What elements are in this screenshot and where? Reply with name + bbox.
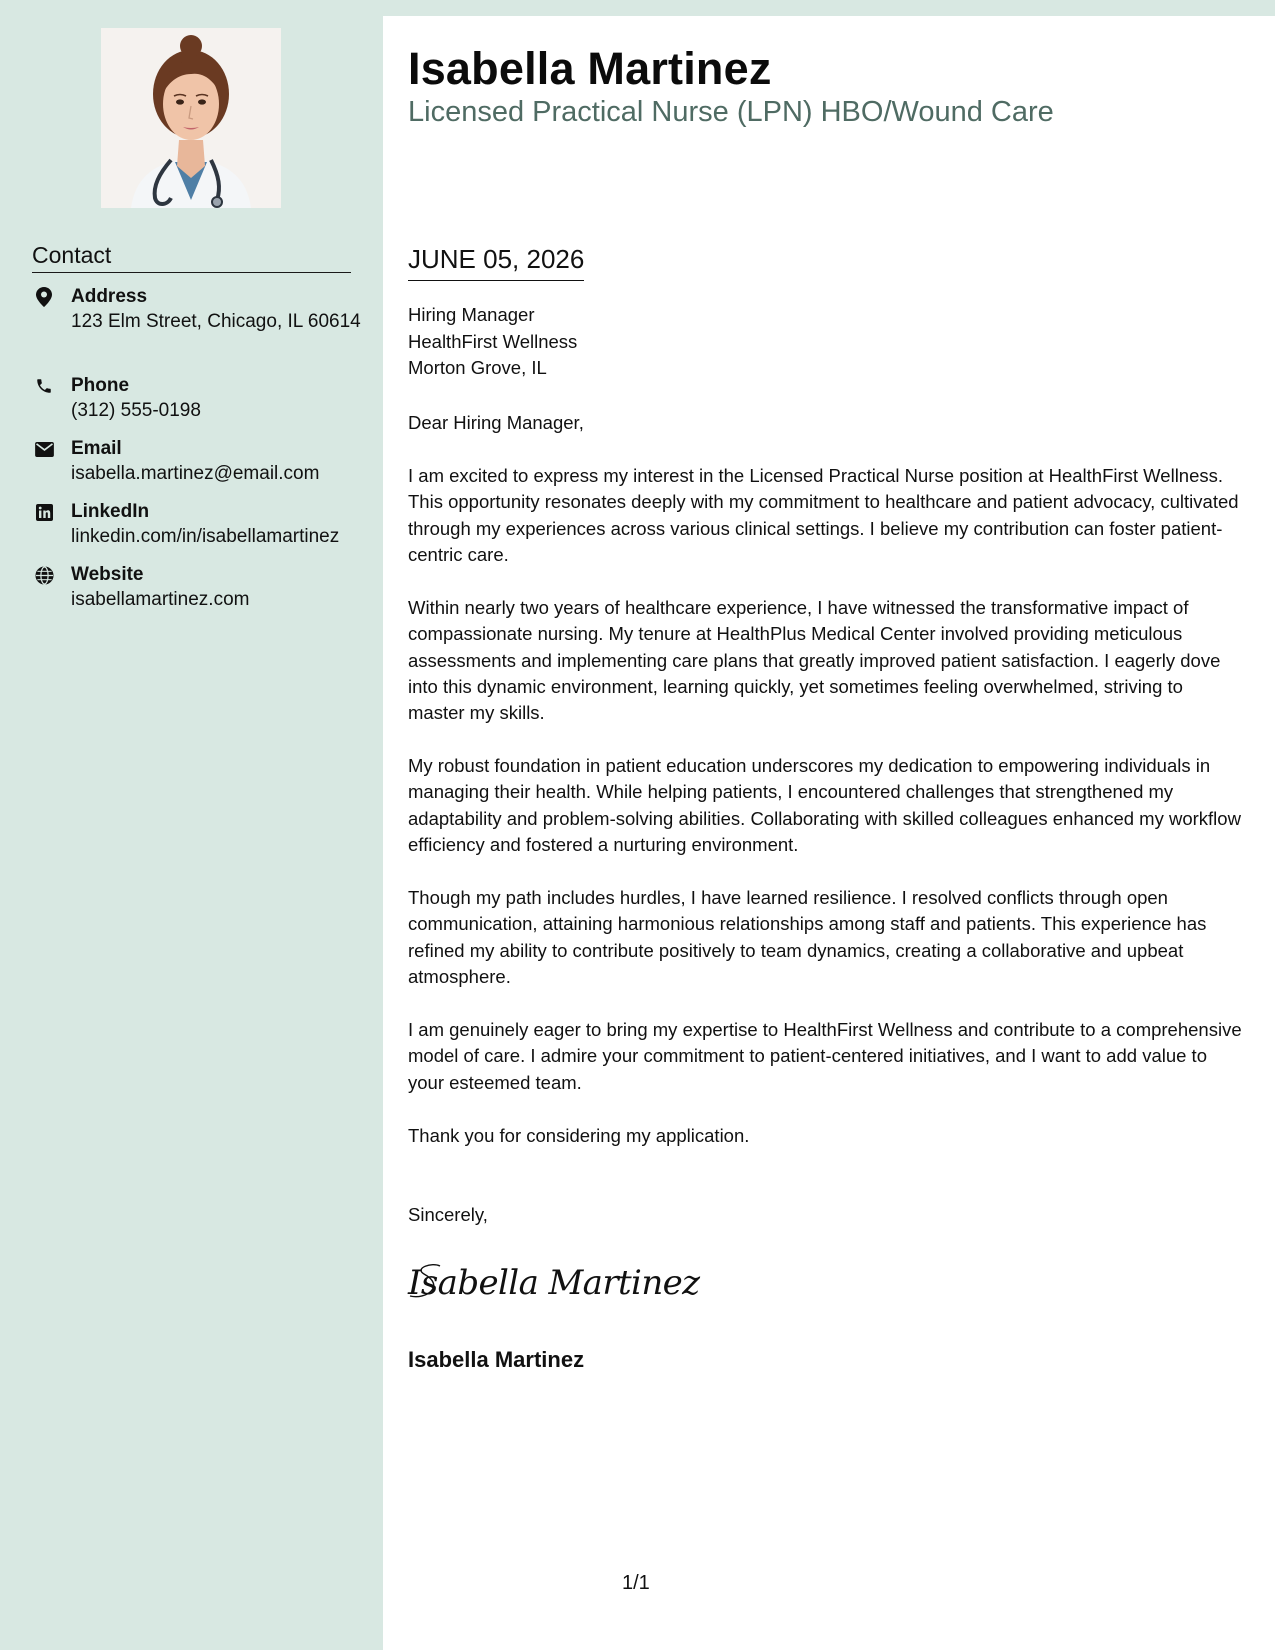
contact-linkedin (32, 499, 362, 551)
envelope-icon (32, 438, 56, 460)
signer-name: Isabella Martinez (408, 1347, 585, 1372)
letter-date: JUNE 05, 2026 (408, 242, 584, 281)
body-paragraph: Within nearly two years of healthcare experience, I have witnessed the transformative impact of compassionate nursing. My tenure at HealthPlus Medical Center involved providing meticulous assessments and implementing care plans that greatly improved patient satisfaction. I eagerly dove into this dynamic environment, learning quickly, yet sometimes feeling overwhelmed, striving to master my skills. (408, 597, 1221, 724)
email-value: isabella.martinez@email.com (71, 463, 320, 484)
svg-text:Isabella Martinez: Isabella Martinez (408, 1263, 700, 1303)
recipient-block (408, 302, 577, 382)
phone-value: (312) 555-0198 (71, 400, 201, 421)
map-pin-icon (32, 286, 56, 308)
body-paragraph: I am excited to express my interest in the Licensed Practical Nurse position at HealthFirst Wellness. This opportunity resonates deeply with my commitment to healthcare and patient advocacy, cultivated through my experiences across various clinical settings. I believe my contribution can foster patient-centric care. (408, 465, 1239, 565)
handwritten-signature (406, 1256, 700, 1306)
recipient-line: HealthFirst Wellness (408, 330, 578, 352)
contact-website (32, 562, 362, 614)
globe-icon (32, 564, 56, 586)
body-paragraph: Thank you for considering my application. (408, 1125, 750, 1146)
job-title: Licensed Practical Nurse (LPN) HBO/Wound Care (408, 96, 1054, 128)
body-paragraph: I am genuinely eager to bring my expertise to HealthFirst Wellness and contribute to a comprehensive model of care. I admire your commitment to patient-centered initiatives, and I want to add value to your esteemed team. (408, 1019, 1242, 1093)
linkedin-icon (32, 501, 56, 523)
email-label: Email (71, 438, 122, 459)
phone-icon (32, 375, 56, 397)
closing: Sincerely, (408, 1204, 488, 1225)
phone-label: Phone (71, 375, 130, 396)
page-number: 1/1 (622, 1572, 650, 1594)
applicant-name: Isabella Martinez (408, 43, 772, 94)
address-label: Address (71, 286, 148, 307)
recipient-line: Hiring Manager (408, 304, 535, 325)
contact-address (32, 284, 362, 356)
nurse-portrait-icon (101, 28, 281, 208)
website-label: Website (71, 564, 144, 585)
salutation: Dear Hiring Manager, (408, 412, 584, 433)
recipient-line: Morton Grove, IL (408, 357, 547, 378)
linkedin-value: linkedin.com/in/isabellamartinez (71, 526, 340, 547)
address-value: 123 Elm Street, Chicago, IL 60614 (71, 311, 361, 332)
profile-photo (101, 28, 281, 208)
contact-phone (32, 373, 362, 425)
contact-heading: Contact (32, 240, 351, 273)
contact-email (32, 436, 362, 488)
body-paragraph: Though my path includes hurdles, I have learned resilience. I resolved conflicts through open communication, attaining harmonious relationships among staff and patients. This experience has refined my ability to contribute positively to team dynamics, creating a collaborative and upbeat atmosphere. (408, 887, 1207, 987)
linkedin-label: LinkedIn (71, 501, 150, 522)
body-paragraph: My robust foundation in patient education underscores my dedication to empowering individuals in managing their health. While helping patients, I encountered challenges that strengthened my adaptability and problem-solving abilities. Collaborating with skilled colleagues enhanced my workflow efficiency and fostered a nurturing environment. (408, 755, 1241, 855)
website-value: isabellamartinez.com (71, 589, 250, 610)
signature-image (406, 1256, 700, 1306)
